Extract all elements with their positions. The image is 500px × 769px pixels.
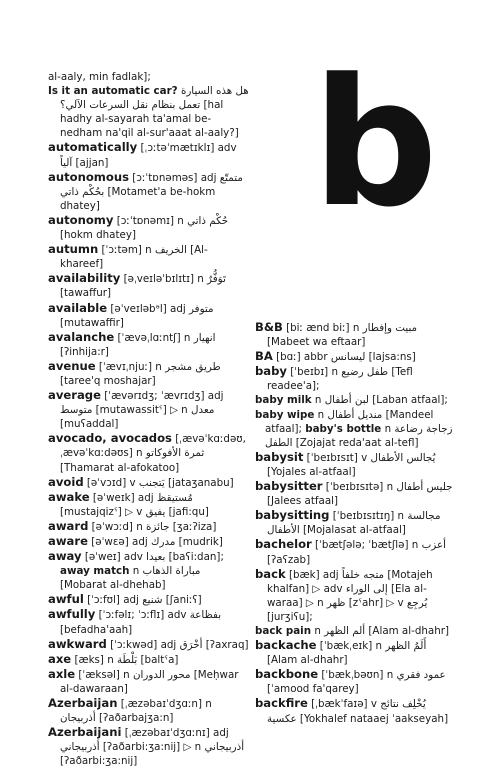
dictionary-entry	[48, 519, 250, 534]
dictionary-entry	[255, 567, 455, 624]
entry-text: [ˌæzəbaɪˈdʒɑːn] n أذربيجان [ʔaðarbajʒa:n]	[60, 698, 212, 725]
entry-text: [ˈbeɪbɪsɪtɪŋ] n مجالسة الأطفال [Mojalasat al-atfaal]	[267, 510, 441, 537]
dictionary-entry	[255, 450, 455, 479]
dictionary-entry	[48, 213, 250, 242]
headword: babysitting	[255, 508, 330, 523]
headword: aware	[48, 534, 88, 548]
entry-text: [ɔːˈtɒnəmɪ] n حُكْم ذاتي [hokm dhatey]	[60, 214, 229, 242]
dictionary-entry	[255, 408, 455, 450]
headword: avoid	[48, 474, 84, 489]
entry-text: [əˈwɛə] adj مدرك [mudrik]	[87, 536, 223, 548]
headword: Azerbaijani	[48, 725, 122, 740]
headword: axle	[48, 666, 76, 681]
entry-text: [ˈævəˌlɑːntʃ] n انهيار [ʔinhija:r]	[60, 331, 216, 358]
dictionary-entry	[48, 475, 250, 490]
headword: automatically	[48, 140, 138, 155]
entry-text: n منديل أطفال [Mandeel atfaal];	[265, 408, 434, 435]
dictionary-entry	[48, 534, 250, 549]
dictionary-entry	[48, 84, 250, 140]
headword: autumn	[48, 242, 99, 257]
dictionary-entry	[48, 696, 250, 725]
dictionary-entry	[255, 479, 455, 508]
dictionary-entry	[255, 667, 455, 696]
dictionary-entry	[48, 549, 250, 592]
dictionary-entry	[255, 624, 455, 638]
entry-text: [æks] n بَلْطَة [baltˤa]	[71, 653, 179, 666]
headword: Azerbaijan	[48, 696, 118, 711]
entry-text: [biː ænd biː] n مبيت وإفطار [Mabeet wa eftaar]	[267, 322, 418, 349]
dictionary-entry	[48, 637, 250, 652]
dictionary-entry	[255, 393, 455, 407]
headword: award	[48, 518, 89, 533]
headword: bachelor	[255, 537, 312, 552]
entry-text: [bæk] adj متجه خلفاً [Motajeh khalfan] ▷ adv إلى الوراء [Ela al-waraa] ▷ n ظهر [zˤahr] ▷ v يُرجِع [jurʒiʕu];	[267, 568, 433, 623]
dictionary-entry	[255, 696, 455, 725]
headword: backache	[255, 638, 317, 653]
entry-text: [ˈɔːkwəd] adj أخْرَق [ʔaxraq]	[106, 638, 249, 651]
headword: awake	[48, 489, 90, 504]
entry-text: [əˈveɪləbᵊl] adj متوفر [mutawaffir]	[60, 302, 214, 329]
headword: backfire	[255, 696, 308, 711]
section-letter: b	[312, 41, 438, 246]
entry-text: n ألم الظهر [Alam al-dhahr]	[311, 624, 449, 637]
dictionary-entry	[255, 349, 455, 364]
entry-text: [ˌbækˈfaɪə] v يُخْلِف نتائج عكسية [Yokhalef nataaej ˈaakseyah]	[267, 698, 449, 725]
entry-text: [ˈɔːfəlɪ; ˈɔːflɪ] adv بفظاعة [befadha'aah]	[60, 609, 222, 636]
dictionary-entry	[48, 70, 250, 84]
dictionary-entry	[48, 431, 250, 474]
dictionary-entry	[48, 388, 250, 431]
dictionary-entry	[48, 271, 250, 300]
headword: avalanche	[48, 329, 115, 344]
headword: autonomy	[48, 212, 114, 227]
dictionary-entry	[48, 592, 250, 607]
dictionary-entry	[48, 301, 250, 330]
entry-text: [ˈævɪˌnjuː] n طريق مشجر [taree'q moshajar]	[60, 360, 221, 387]
entry-text: n مباراة الذهاب [Mobarat al-dhehab]	[60, 565, 201, 592]
dictionary-entry	[48, 725, 250, 768]
headword: back	[255, 566, 286, 581]
entry-text: n لبن أطفال [Laban atfaal];	[311, 394, 448, 407]
bold-phrase: baby milk	[255, 394, 312, 407]
headword: average	[48, 388, 101, 403]
bold-phrase: Is it an automatic car?	[48, 85, 178, 98]
dictionary-entry	[255, 508, 455, 537]
entry-text: [ˌæzəbaɪˈdʒɑːnɪ] adj أذربيجاني [ʔaðarbi:ʒa:nij] ▷ n أذربيجاني [ʔaðarbi:ʒa:nij]	[60, 727, 245, 768]
entry-text: هل هذه السيارة تعمل بنظام نقل السرعات الآلي؟ [hal hadhy al-sayarah ta'amal be-nedham na'qil al-sur'aaat al-aaly?]	[60, 85, 249, 140]
entry-text: n زجاجة رضاعة الطفل [Zojajat reda'aat al-tefl]	[265, 422, 453, 449]
dictionary-entry	[48, 607, 250, 636]
left-column	[48, 70, 250, 769]
entry-text: [ˈævərɪdʒ; ˈævrɪdʒ] adj متوسط [mutawassitˤ] ▷ n معدل [muʕaddal]	[60, 390, 224, 431]
entry-text: [əˌveɪləˈbɪlɪtɪ] n تَوَفُّرٌ [tawaffur]	[60, 273, 226, 300]
headword: avenue	[48, 358, 96, 373]
dictionary-entry	[255, 537, 455, 566]
headword: babysit	[255, 449, 304, 464]
entry-text: [ˈbeɪbɪ] n طفل رضيع [Tefl readee'a];	[267, 366, 413, 393]
bold-phrase: baby wipe	[255, 408, 315, 421]
headword: availability	[48, 271, 121, 286]
bold-phrase: baby's bottle	[305, 422, 382, 435]
dictionary-entry	[48, 667, 250, 696]
headword: available	[48, 300, 108, 315]
headword: away	[48, 549, 82, 564]
entry-text: [ˈæksəl] n محور الدوران [Meḥwar al-dawaraan]	[60, 668, 239, 695]
headword: awfully	[48, 607, 96, 622]
headword: BA	[255, 349, 273, 364]
entry-text: [ˈbækˌbəʊn] n عمود فقري [ˈamood fa'qarey]	[267, 669, 446, 696]
bold-phrase: away match	[60, 565, 130, 578]
entry-text: [ɔːˈtɒnəməs] adj متمتّع بحُكْم ذاتي [Motamet'a be-hokm dhatey]	[60, 171, 243, 212]
entry-text: [ˈbeɪbɪsɪtə] n جليس أطفال [Jalees atfaal]	[267, 481, 453, 508]
headword: baby	[255, 364, 287, 379]
dictionary-entry	[48, 170, 250, 213]
headword: axe	[48, 651, 72, 666]
dictionary-entry	[48, 490, 250, 519]
headword: backbone	[255, 667, 319, 682]
dictionary-entry	[255, 364, 455, 393]
dictionary-entry	[48, 140, 250, 169]
dictionary-entry	[255, 638, 455, 667]
entry-text: [əˈweɪ] adv بعيدا [baʕi:dan];	[81, 551, 224, 564]
dictionary-entry	[48, 359, 250, 388]
entry-text: al-aaly, min fadlak];	[48, 71, 151, 83]
headword: awful	[48, 592, 84, 607]
headword: B&B	[255, 320, 283, 334]
dictionary-entry	[48, 330, 250, 359]
entry-text: [əˈweɪk] adj مُستيقظ [mustajqizˤ] ▷ v يفيق [jafi:qu]	[60, 491, 209, 518]
entry-text: [ˈbækˌeɪk] n أَلَمُ الظهر [Alam al-dhahr]	[267, 640, 427, 667]
entry-text: [ˌævəˈkɑːdəʊ, ˌævəˈkɑːdəʊs] n ثمرة الأفوكاتو [Thamarat al-afokatoo]	[60, 433, 246, 474]
entry-text: [ˈɔːtəm] n الخريف [Al-khareef]	[60, 244, 208, 271]
entry-text: [bɑː] abbr ليسانس [lajsa:ns]	[272, 351, 416, 364]
entry-text: [ˌɔːtəˈmætɪklɪ] adv آلياً [ajjan]	[60, 142, 237, 169]
right-column	[255, 320, 455, 726]
entry-text: [əˈvɔɪd] v يَتجنب [jataʒanabu]	[83, 476, 234, 489]
headword: autonomous	[48, 169, 130, 184]
entry-text: [ˈbeɪbɪsɪt] v يُجالس الأطفال [Yojales al-atfaal]	[267, 451, 436, 478]
headword: awkward	[48, 636, 107, 651]
entry-text: [ˈbætʃələ; ˈbætʃlə] n أعزب [ʔaʕzab]	[267, 539, 446, 566]
entry-text: [ˈɔːfʊl] adj شنيع [ʃaniːʕ]	[83, 594, 202, 607]
dictionary-entry	[48, 242, 250, 271]
headword: avocado, avocados	[48, 431, 172, 446]
headword: babysitter	[255, 479, 323, 494]
dictionary-entry	[48, 652, 250, 667]
bold-phrase: back pain	[255, 624, 312, 637]
dictionary-entry	[255, 320, 455, 349]
entry-text: [əˈwɔːd] n جائزة [ʒaːʔiza]	[88, 520, 217, 533]
